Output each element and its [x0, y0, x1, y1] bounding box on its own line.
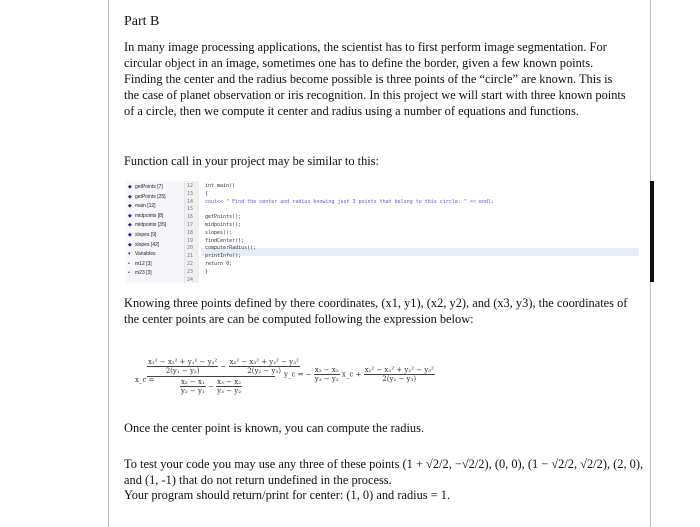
code-line: printInfo();: [205, 253, 242, 260]
symbol-icon: •: [128, 260, 130, 267]
symbol-icon: ◆: [128, 184, 132, 190]
symbol-icon: ◆: [128, 222, 132, 229]
once-paragraph: Once the center point is known, you can compute the radius.: [124, 421, 425, 435]
formula-xc-lhs: x_c =: [135, 376, 155, 384]
line-number: 16: [187, 214, 194, 221]
knowing-paragraph: Knowing three points defined by there coordinates, (x1, y1), (x2, y2), and (x3, y3), the coordinates of the center points are can be computed following the expression below:: [124, 296, 628, 326]
code-line: return 0;: [205, 261, 233, 267]
line-number-gutter: [185, 181, 199, 283]
line-number: 18: [187, 229, 194, 236]
sidebar-symbol-item[interactable]: [128, 183, 163, 191]
intro-paragraph: In many image processing applications, the scientist has to first perform image segmentation. For circular object in an image, sometimes one has to define the border, given a few known points. Finding the center and the radius become possible is three points of the “circle” are known. This is the case of planet observation or iris recognition. In this project we will start with three known points of a circle, then we compute it center and radius using a number of equations and functions.: [124, 40, 626, 118]
sidebar-symbol-item[interactable]: [128, 193, 166, 201]
symbol-icon: ◆: [128, 193, 132, 200]
yc-frac-1: $\frac{\text{x₃ − x₂}}{\text{y₃ − y₂}}$: [314, 366, 339, 383]
code-line: {: [205, 190, 209, 197]
line-number: 23: [187, 268, 194, 275]
code-line: slopes();: [205, 229, 233, 236]
code-line: findCenter();: [205, 237, 245, 244]
test-line-3: Your program should return/print for center: (1, 0) and radius = 1.: [124, 488, 451, 502]
code-line: computerRadius();: [205, 245, 257, 252]
xc-bot-frac-2: $\frac{\text{x₃ − x₂}}{\text{y₃ − y₂}}$: [217, 378, 242, 395]
code-line: int main(): [205, 183, 236, 189]
formula-xc: x_c = $\frac{\text{x₁² − x₂² + y₁² − y₂²}}{\text{2(y₁ − y₂)}}$ − $\frac{\text{x₂² − x₃² + y₂² − y₃²}}{\text{2(y₂ − y₃)}}$ $\frac{\text{x₂ − x₁}}{\text{y₂ − y₁}}$ − $\frac{\text{x₃ − x₂}}{\text{y₃ − y₂}}$: [135, 358, 299, 395]
code-line: cout<< " Find the center and radius knowing just 3 points that belong to this circle: " << endl;: [205, 198, 494, 205]
test-line-2: and (1, -1) that do not return undefined in the process.: [124, 472, 392, 487]
symbol-icon: ▾: [128, 251, 131, 258]
sidebar-symbol-item[interactable]: [128, 241, 159, 249]
code-editor: [201, 181, 641, 283]
section-title: Part B: [124, 14, 160, 29]
symbol-icon: •: [128, 270, 130, 277]
test-line-1: To test your code you may use any three of these points (1 + √2/2, −√2/2), (0, 0), (1 − √2/2, √2/2), (2, 0),: [124, 457, 644, 471]
yc-frac-2: $\frac{\text{x₂² − x₃² + y₂² − y₃²}}{\text{2(y₂ − y₃)}}$: [364, 366, 434, 383]
line-number: 19: [187, 237, 194, 244]
sidebar-symbol-item[interactable]: [128, 250, 155, 258]
line-number: 21: [187, 253, 194, 260]
page-border-left: [108, 0, 109, 527]
symbol-icon: ◆: [128, 212, 132, 219]
sidebar-symbol-item[interactable]: [128, 269, 152, 277]
test-paragraph: [124, 457, 644, 504]
xc-top-frac-1: $\frac{\text{x₁² − x₂² + y₁² − y₂²}}{\text{2(y₁ − y₂)}}$: [148, 358, 218, 375]
sidebar-symbol-label: slopes [9]: [135, 232, 157, 238]
symbol-sidebar: [126, 181, 185, 283]
code-line: getPoints();: [205, 214, 242, 221]
sidebar-symbol-label: main [12]: [135, 203, 156, 210]
line-number: 15: [187, 206, 194, 213]
line-number: 14: [187, 198, 194, 205]
sidebar-symbol-item[interactable]: [128, 202, 156, 210]
function-call-label: Function call in your project may be similar to this:: [124, 154, 379, 168]
line-number: 22: [187, 261, 194, 267]
sidebar-symbol-item[interactable]: [128, 212, 163, 220]
sidebar-symbol-label: getPoints [7]: [135, 184, 163, 190]
symbol-icon: ◆: [128, 241, 132, 248]
sidebar-symbol-label: slopes [42]: [135, 241, 160, 248]
sidebar-symbol-label: Variables: [135, 251, 156, 258]
sidebar-symbol-item[interactable]: [128, 231, 156, 239]
line-number: 24: [187, 276, 194, 283]
code-line: midpoints();: [205, 222, 242, 228]
xc-bot-frac-1: $\frac{\text{x₂ − x₁}}{\text{y₂ − y₁}}$: [180, 378, 205, 395]
symbol-icon: ◆: [128, 232, 132, 238]
sidebar-symbol-label: midpoints [8]: [135, 212, 164, 219]
sidebar-symbol-item[interactable]: [128, 260, 152, 268]
sidebar-symbol-label: m12 [3]: [135, 260, 152, 267]
sidebar-symbol-label: m23 [3]: [135, 270, 152, 277]
code-screenshot: [126, 181, 639, 283]
xc-top-frac-2: $\frac{\text{x₂² − x₃² + y₂² − y₃²}}{\text{2(y₂ − y₃)}}$: [229, 358, 299, 375]
sidebar-symbol-label: midpoints [35]: [135, 222, 167, 229]
line-number: 12: [187, 183, 194, 189]
sidebar-symbol-item[interactable]: [128, 221, 166, 229]
line-number: 17: [187, 222, 194, 228]
formula-yc: y_c = − $\frac{\text{x₃ − x₂}}{\text{y₃ − y₂}}$ x_c + $\frac{\text{x₂² − x₃² + y₂² − y₃²}}{\text{2(y₂ − y₃)}}$: [284, 366, 434, 383]
code-line: }: [205, 268, 209, 275]
sidebar-symbol-label: getPoints [25]: [135, 193, 166, 200]
line-number: 20: [187, 245, 194, 252]
editor-scrollbar: [650, 181, 654, 282]
line-number: 13: [187, 190, 194, 197]
symbol-icon: ◆: [128, 203, 132, 210]
current-line-highlight: [201, 248, 639, 256]
